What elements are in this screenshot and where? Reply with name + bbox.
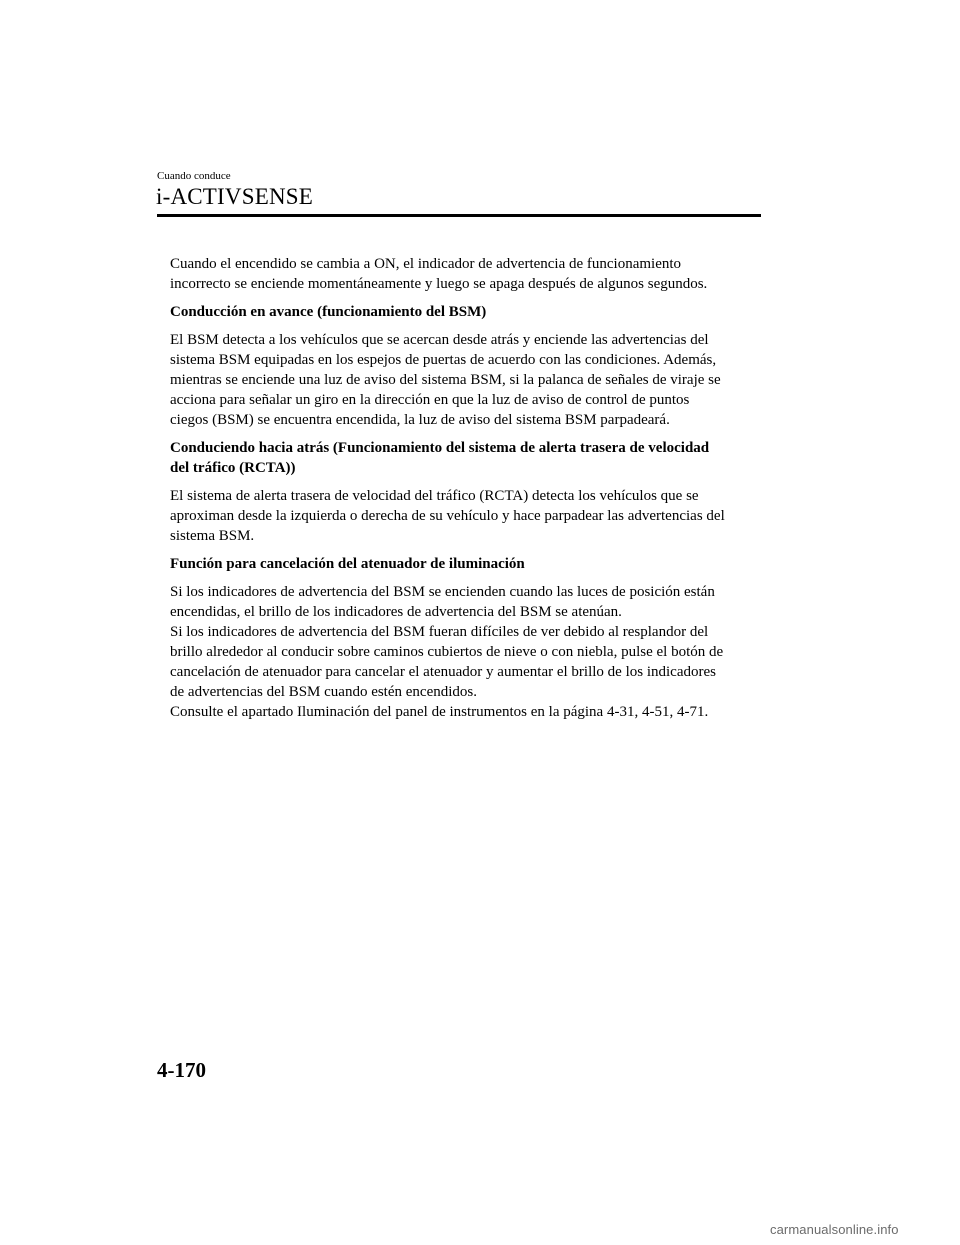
section-label: Cuando conduce	[157, 170, 231, 182]
heading-forward-driving: Conducción en avance (funcionamiento del BSM)	[170, 304, 487, 320]
page-title: i-ACTIVSENSE	[156, 184, 314, 209]
page-number: 4-170	[157, 1058, 206, 1082]
heading-reverse-driving: Conduciendo hacia atrás (Funcionamiento del sistema de alerta trasera de velocidad del tráfico (RCTA))	[170, 440, 710, 476]
paragraph-dimmer: Si los indicadores de advertencia del BSM se encienden cuando las luces de posición están encendidas, el brillo de los indicadores de advertencia del BSM se atenúan. Si los indicadores de advertencia del BSM fueran difíciles de ver debido al resplandor del brillo alrededor al conducir sobre caminos cubiertos de nieve o con niebla, pulse el botón de cancelación de atenuador para cancelar el atenuador y aumentar el brillo de los indicadores de advertencias del BSM cuando estén encendidos. Consulte el apartado Iluminación del panel de instrumentos en la página 4-31, 4-51, 4-71.	[170, 584, 724, 720]
header-divider	[157, 214, 761, 217]
paragraph-rcta: El sistema de alerta trasera de velocidad del tráfico (RCTA) detecta los vehículos que se aproximan desde la izquierda o derecha de su vehículo y hace parpadear las advertencias del sistema BSM.	[170, 488, 725, 544]
paragraph-ignition: Cuando el encendido se cambia a ON, el indicador de advertencia de funcionamiento incorrecto se enciende momentáneamente y luego se apaga después de algunos segundos.	[170, 256, 708, 292]
watermark: carmanualsonline.info	[770, 1222, 899, 1237]
heading-dimmer-cancel: Función para cancelación del atenuador de iluminación	[170, 556, 525, 572]
main-content	[170, 254, 770, 730]
paragraph-bsm-operation: El BSM detecta a los vehículos que se acercan desde atrás y enciende las advertencias del sistema BSM equipadas en los espejos de puertas de acuerdo con las condiciones. Además, mientras se enciende una luz de aviso del sistema BSM, si la palanca de señales de viraje se acciona para señalar un giro en la dirección en que la luz de aviso de control de puntos ciegos (BSM) se encuentra encendida, la luz de aviso del sistema BSM parpadeará.	[170, 332, 721, 428]
